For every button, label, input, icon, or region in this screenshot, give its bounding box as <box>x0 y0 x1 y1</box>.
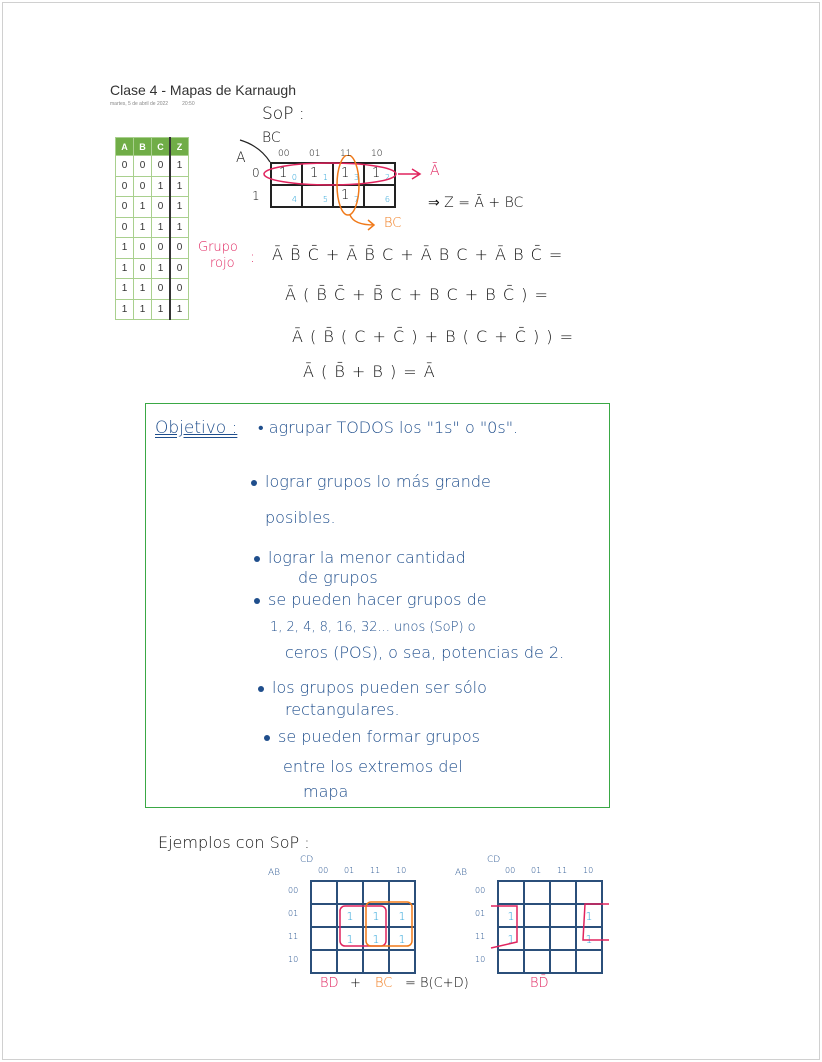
table-cell: 0 <box>152 156 171 177</box>
kmap-col-label: 11 <box>340 149 352 159</box>
header-c: C <box>152 138 171 156</box>
table-row <box>116 238 189 259</box>
example-row-var: AB <box>268 868 281 878</box>
table-cell: 1 <box>170 176 189 197</box>
bullet-text: de grupos <box>298 568 378 587</box>
table-cell: 1 <box>152 217 171 238</box>
cell-value: 1 <box>341 166 350 181</box>
bullet-text: lograr la menor cantidad <box>268 548 466 567</box>
cell-index: 7 <box>353 195 359 204</box>
example-result-part: BC <box>375 976 393 991</box>
header-b: B <box>134 138 152 156</box>
example-row-var: AB <box>455 868 468 878</box>
example-cell: 1 <box>363 904 389 927</box>
example-cell: 1 <box>576 904 602 927</box>
derivation-line-3: Ā ( B̄ ( C + C̄ ) + B ( C + C̄ ) ) = <box>292 327 575 346</box>
cell-index: 4 <box>291 195 297 204</box>
kmap-row-label: 1 <box>252 189 260 203</box>
derivation-line-2: Ā ( B̄ C̄ + B̄ C + B C + B C̄ ) = <box>285 285 549 304</box>
table-row <box>116 217 189 238</box>
table-row <box>116 299 189 320</box>
example-result-part: + <box>350 976 361 991</box>
bullet-text: lograr grupos lo más grande <box>265 472 491 491</box>
bullet-text: 1, 2, 4, 8, 16, 32... unos (SoP) o <box>270 620 476 635</box>
kmap-col-var: BC <box>262 130 281 146</box>
example-cell: 1 <box>576 927 602 950</box>
example-col-label: 00 <box>505 866 516 875</box>
derivation-line-1: Ā B̄ C̄ + Ā B̄ C + Ā B C + Ā B C̄ = <box>272 245 564 264</box>
table-cell: 0 <box>170 279 189 300</box>
table-cell: 1 <box>134 299 152 320</box>
example-col-label: 11 <box>557 866 568 875</box>
table-cell: 1 <box>170 217 189 238</box>
table-row <box>116 176 189 197</box>
table-cell: 0 <box>152 279 171 300</box>
bullet-text: se pueden formar grupos <box>278 727 481 746</box>
example-cell: 1 <box>337 904 363 927</box>
truth-table-header <box>116 138 189 156</box>
example-result-part: = B(C+D) <box>405 976 469 991</box>
table-cell: 1 <box>134 279 152 300</box>
orange-group-label: BC <box>384 216 402 231</box>
example-row-label: 10 <box>288 955 299 964</box>
kmap-row-var: A <box>236 150 246 166</box>
time-text: 20:50 <box>182 101 195 107</box>
objetivo-heading: Objetivo : <box>155 418 238 438</box>
derivation-line-4: Ā ( B̄ + B ) = Ā <box>303 362 436 381</box>
kmap-col-label: 00 <box>278 149 290 159</box>
bullet-dot-icon <box>264 735 270 741</box>
cell-index: 6 <box>384 195 390 204</box>
table-cell: 0 <box>116 197 134 218</box>
sop-heading: SoP : <box>262 104 305 124</box>
bullet-text: los grupos pueden ser sólo <box>272 678 487 697</box>
truth-table <box>115 137 189 320</box>
objetivo-intro: • agrupar TODOS los "1s" o "0s". <box>258 418 519 437</box>
bullet-text: posibles. <box>265 508 336 527</box>
table-cell: 0 <box>152 197 171 218</box>
bullet-dot-icon <box>254 556 260 562</box>
table-cell: 0 <box>134 156 152 177</box>
table-cell: 1 <box>134 217 152 238</box>
date-text: martes, 5 de abril de 2022 <box>110 101 169 107</box>
example-row-label: 11 <box>288 932 299 941</box>
example-cell: 1 <box>389 904 415 927</box>
table-cell: 0 <box>134 238 152 259</box>
bullet-text: ceros (POS), o sea, potencias de 2. <box>285 643 565 662</box>
table-cell: 0 <box>134 176 152 197</box>
bullet-text: mapa <box>303 782 349 801</box>
example-col-var: CD <box>487 855 501 865</box>
example-result-part: BD̄ <box>530 976 549 991</box>
bullet-text: entre los extremos del <box>283 757 463 776</box>
page-date <box>110 101 209 107</box>
grupo-label-1: Grupo <box>198 240 238 255</box>
table-row <box>116 279 189 300</box>
bullet-dot-icon <box>258 686 264 692</box>
header-z: Z <box>170 138 189 156</box>
table-cell: 1 <box>116 299 134 320</box>
red-arrow <box>398 169 420 179</box>
bullet-text: se pueden hacer grupos de <box>268 590 487 609</box>
cell-value: 1 <box>279 166 288 181</box>
example-cell: 1 <box>337 927 363 950</box>
cell-index: 5 <box>322 195 328 204</box>
example-row-label: 01 <box>475 909 486 918</box>
example-cell: 1 <box>498 904 524 927</box>
example-row-label: 10 <box>475 955 486 964</box>
colon: : <box>250 248 256 266</box>
table-cell: 0 <box>170 258 189 279</box>
header-a: A <box>116 138 134 156</box>
example-col-label: 10 <box>583 866 594 875</box>
example-result-part: BD <box>320 976 339 991</box>
table-cell: 1 <box>116 238 134 259</box>
cell-value: 1 <box>310 166 319 181</box>
red-group-loop <box>264 163 396 185</box>
cell-value: 1 <box>341 188 350 203</box>
kmap-col-label: 10 <box>371 149 383 159</box>
kmap-row-label: 0 <box>252 166 260 180</box>
page-title[interactable]: Clase 4 - Mapas de Karnaugh <box>110 82 296 98</box>
cell-value: 1 <box>372 166 381 181</box>
example-row-label: 01 <box>288 909 299 918</box>
table-row <box>116 258 189 279</box>
table-cell: 1 <box>116 279 134 300</box>
kmap-result: ⇒ Z = Ā + BC <box>428 195 524 211</box>
table-cell: 1 <box>170 299 189 320</box>
cell-index: 1 <box>322 173 328 182</box>
example-groups <box>489 880 609 980</box>
red-group-label: Ā <box>430 163 440 179</box>
table-cell: 1 <box>152 258 171 279</box>
example-row-label: 00 <box>288 886 299 895</box>
example-groups <box>302 880 422 980</box>
table-cell: 0 <box>116 217 134 238</box>
table-cell: 0 <box>152 238 171 259</box>
cell-index: 3 <box>353 173 359 182</box>
example-cell: 1 <box>389 927 415 950</box>
example-col-label: 00 <box>318 866 329 875</box>
example-col-label: 10 <box>396 866 407 875</box>
bullet-dot-icon <box>254 598 260 604</box>
example-row-label: 00 <box>475 886 486 895</box>
kmap-col-label: 01 <box>309 149 321 159</box>
table-cell: 1 <box>134 197 152 218</box>
table-cell: 1 <box>116 258 134 279</box>
example-cell: 1 <box>498 927 524 950</box>
example-col-label: 01 <box>344 866 355 875</box>
bullet-text: rectangulares. <box>285 700 400 719</box>
cell-index: 0 <box>291 173 297 182</box>
example-col-var: CD <box>300 855 314 865</box>
example-row-label: 11 <box>475 932 486 941</box>
table-cell: 0 <box>116 156 134 177</box>
table-cell: 1 <box>152 299 171 320</box>
example-col-label: 11 <box>370 866 381 875</box>
example-col-label: 01 <box>531 866 542 875</box>
table-cell: 1 <box>152 176 171 197</box>
table-cell: 1 <box>170 197 189 218</box>
table-row <box>116 156 189 177</box>
table-row <box>116 197 189 218</box>
examples-heading: Ejemplos con SoP : <box>158 833 310 852</box>
cell-index: 2 <box>384 173 390 182</box>
example-cell: 1 <box>363 927 389 950</box>
table-cell: 0 <box>134 258 152 279</box>
orange-arrow <box>350 215 374 230</box>
table-cell: 0 <box>116 176 134 197</box>
bullet-dot-icon <box>251 480 257 486</box>
grupo-label-2: rojo <box>210 256 235 271</box>
table-cell: 0 <box>170 238 189 259</box>
table-cell: 1 <box>170 156 189 177</box>
